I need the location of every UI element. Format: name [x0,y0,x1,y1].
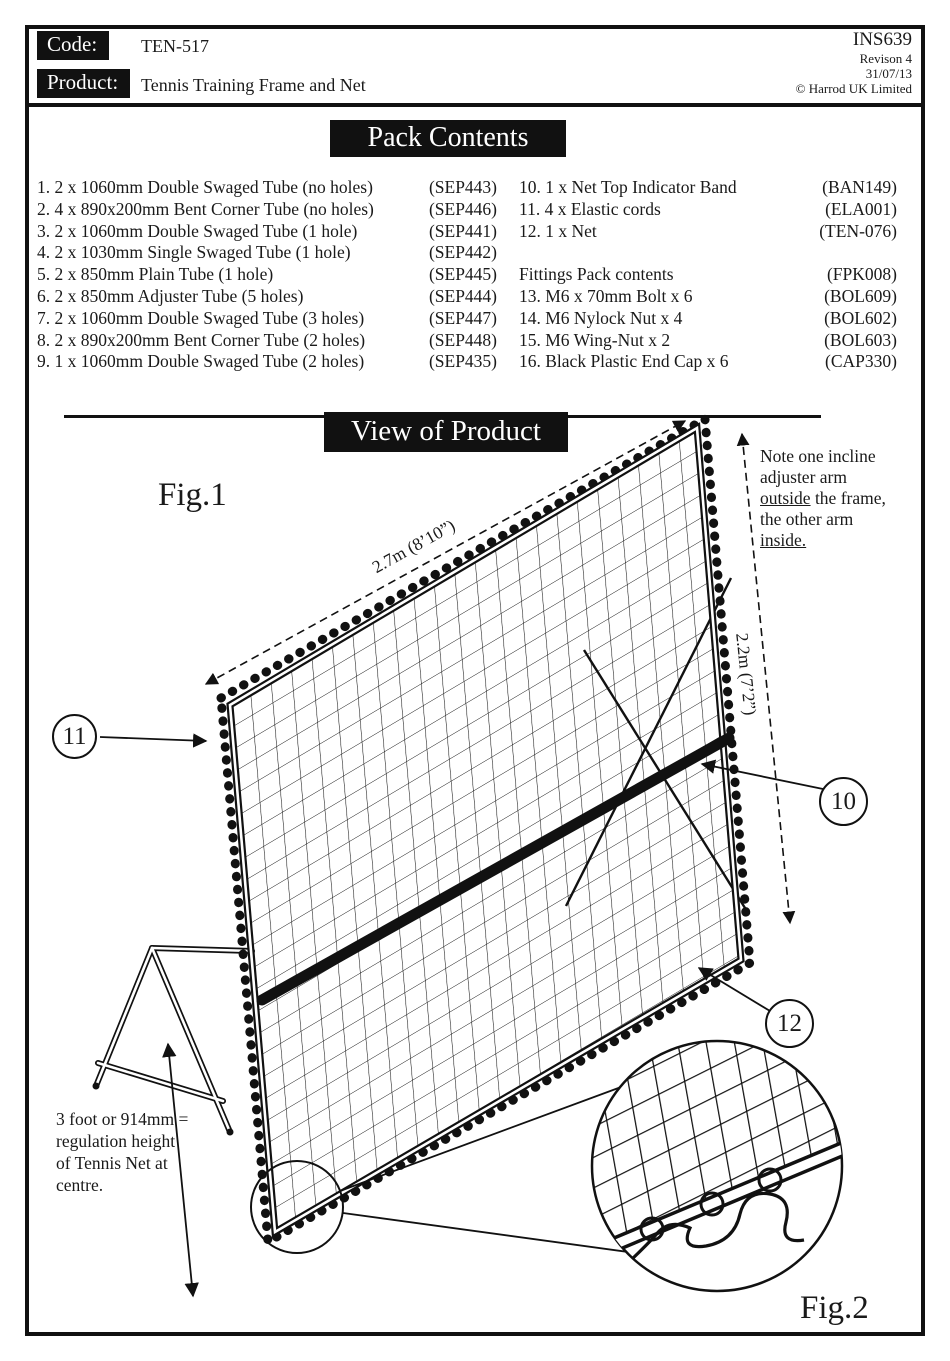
callout-arrow-11 [100,737,206,741]
pack-item [37,286,497,308]
fig2-label: Fig.2 [800,1290,869,1326]
code-label: Code: [37,31,109,60]
pack-item-spacer [519,242,897,264]
pack-item-text: 16. Black Plastic End Cap x 6 [519,351,729,372]
pack-item [519,199,897,221]
pack-item-text: 4. 2 x 1030mm Single Swaged Tube (1 hole) [37,242,351,263]
note-text-1: Note one incline adjuster arm [760,446,876,487]
document-id: INS639 [852,29,912,50]
fittings-pack-heading [519,264,897,286]
pack-item [519,351,897,373]
pack-item-code: (ELA001) [825,198,897,219]
pack-item [37,221,497,243]
pack-item-code: (SEP445) [428,264,497,285]
document-info [796,29,912,96]
pack-contents-title: Pack Contents [330,120,566,157]
header-divider [29,103,921,107]
pack-item-text: 1. 2 x 1060mm Double Swaged Tube (no holes) [37,177,373,197]
pack-item-text: 2. 4 x 890x200mm Bent Corner Tube (no holes) [37,198,374,219]
view-of-product-title: View of Product [324,412,568,452]
pack-item [37,242,497,264]
document-revision: Revison 4 [859,51,912,66]
pack-item [37,177,497,199]
pack-item-text: 9. 1 x 1060mm Double Swaged Tube (2 holes) [37,351,365,372]
height-dimension-label: 2.2m (7’2”) [732,632,761,717]
pack-item-text: 11. 4 x Elastic cords [519,198,661,219]
pack-item-code: (SEP448) [428,329,497,350]
incline-arm-note [760,446,896,551]
document-copyright: © Harrod UK Limited [795,81,912,96]
document-date: 31/07/13 [865,66,912,81]
pack-item [519,308,897,330]
pack-item-text: 12. 1 x Net [519,220,597,241]
note-text-2: the frame, the other arm [760,488,886,529]
net-height-note: 3 foot or 914mm = regulation height of Tennis Net at centre. [56,1109,189,1195]
pack-item-code: (TEN-076) [819,220,897,241]
pack-item-text: 10. 1 x Net Top Indicator Band [519,177,737,197]
pack-contents-list-left [37,177,497,373]
callout-arrow-12 [699,968,770,1011]
pack-item-code: (SEP435) [428,351,497,372]
product-label: Product: [37,69,130,98]
pack-item-text: 8. 2 x 890x200mm Bent Corner Tube (2 holes) [37,329,366,350]
pack-item-code: (SEP441) [428,220,497,241]
pack-item [519,177,897,199]
pack-item-code: (BOL609) [824,285,897,306]
pack-item-code: (SEP443) [428,177,497,197]
pack-item [519,221,897,243]
pack-item-text: 15. M6 Wing-Nut x 2 [519,329,671,350]
pack-contents-list-right [519,177,897,373]
pack-item-code: (CAP330) [825,351,897,372]
pack-item-code: (FPK008) [826,264,897,285]
pack-item [37,351,497,373]
pack-item-text: 3. 2 x 1060mm Double Swaged Tube (1 hole) [37,220,358,241]
product-value: Tennis Training Frame and Net [141,75,366,95]
width-dimension-label: 2.7m (8’10”) [368,515,459,577]
pack-item-code: (SEP442) [428,242,497,263]
note-underline-inside: inside. [760,530,807,550]
pack-item [519,330,897,352]
code-value: TEN-517 [141,36,209,56]
pack-item-code: (BOL602) [824,307,897,328]
pack-item [519,286,897,308]
pack-item [37,264,497,286]
fig1-label: Fig.1 [158,477,227,513]
callout-12: 12 [765,999,814,1048]
pack-item-text: 6. 2 x 850mm Adjuster Tube (5 holes) [37,285,304,306]
pack-item-text: 7. 2 x 1060mm Double Swaged Tube (3 holes) [37,307,365,328]
note-underline-outside: outside [760,488,811,508]
pack-item-text: 5. 2 x 850mm Plain Tube (1 hole) [37,264,274,285]
pack-item-code: (BOL603) [824,329,897,350]
pack-item [37,308,497,330]
pack-item-code: (BAN149) [822,177,897,197]
pack-item-code: (SEP447) [428,307,497,328]
pack-item-code: (SEP444) [428,285,497,306]
pack-item [37,199,497,221]
pack-item-text: Fittings Pack contents [519,264,674,285]
pack-item-text: 13. M6 x 70mm Bolt x 6 [519,285,693,306]
callout-11: 11 [52,714,97,759]
pack-item-text: 14. M6 Nylock Nut x 4 [519,307,683,328]
callout-10: 10 [819,777,868,826]
pack-item [37,330,497,352]
pack-item-code: (SEP446) [428,198,497,219]
